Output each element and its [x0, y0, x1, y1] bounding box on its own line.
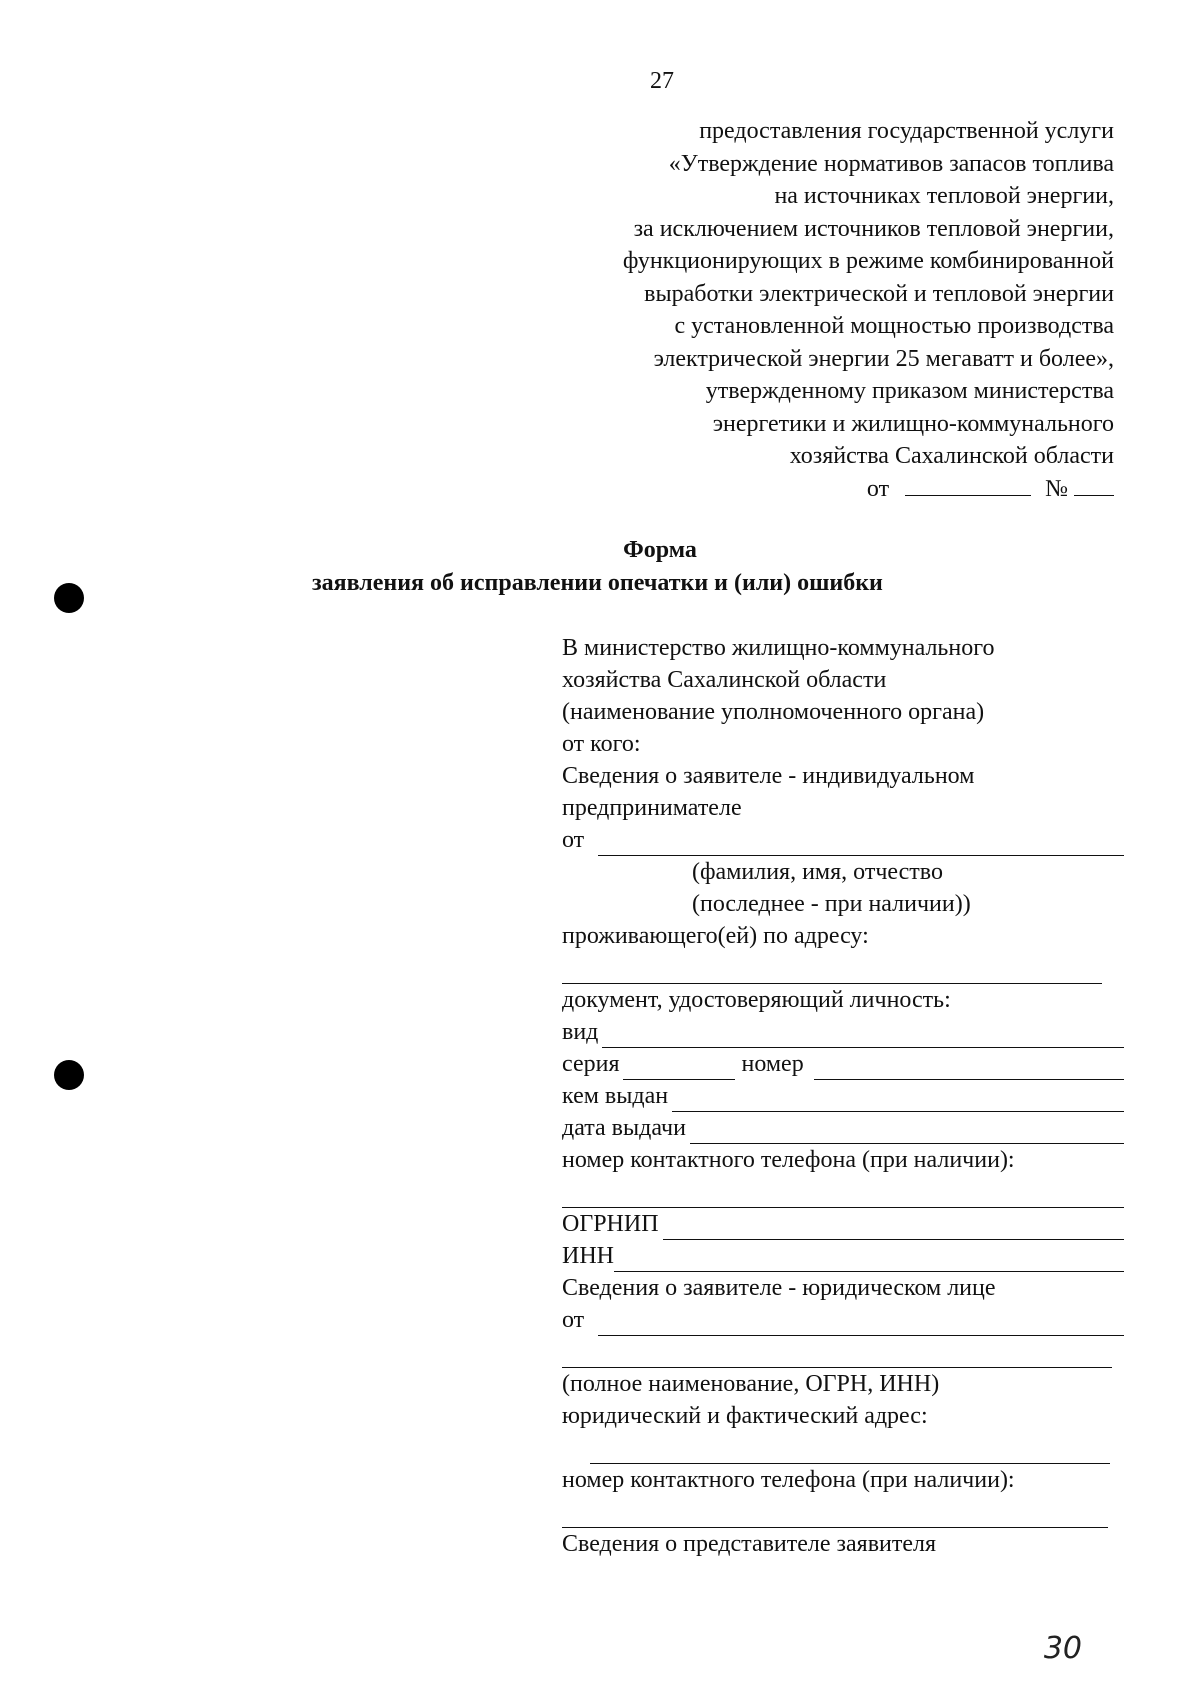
- addressee-line: предпринимателе: [562, 795, 742, 821]
- legal-address-field[interactable]: [590, 1439, 1110, 1464]
- legal-from-row: [562, 1304, 1124, 1336]
- handwritten-page-number: 30: [1043, 1631, 1082, 1666]
- order-date-line: [623, 473, 1114, 506]
- address-row: [562, 952, 1124, 984]
- phone-field[interactable]: [562, 1183, 1124, 1208]
- number-label: номер: [741, 1051, 804, 1077]
- applicant-name-field[interactable]: [598, 831, 1124, 856]
- from-label: от: [562, 827, 585, 853]
- addressee-line: от кого:: [562, 731, 641, 757]
- header-line: энергетики и жилищно-коммунального: [712, 410, 1114, 437]
- fio-hint: (последнее - при наличии)): [692, 891, 971, 917]
- series-label: серия: [562, 1051, 620, 1077]
- legal-entity-label: Сведения о заявителе - юридическом лице: [562, 1275, 996, 1301]
- doc-series-field[interactable]: [623, 1055, 735, 1080]
- applicant-form: [562, 632, 1124, 1560]
- header-line: за исключением источников тепловой энергии,: [633, 215, 1114, 242]
- legal-entity-extra-row: [562, 1336, 1124, 1368]
- issue-date-field[interactable]: [690, 1119, 1124, 1144]
- header-line: электрической энергии 25 мегаватт и более»,: [653, 345, 1114, 372]
- page-number: 27: [650, 68, 674, 94]
- form-subtitle: заявления об исправлении опечатки и (или) ошибки: [312, 570, 883, 596]
- header-line: на источниках тепловой энергии,: [774, 183, 1114, 209]
- legal-address-row: [562, 1432, 1124, 1464]
- phone-row-2: [562, 1496, 1124, 1528]
- series-number-row: [562, 1048, 1124, 1080]
- addressee-line: (наименование уполномоченного органа): [562, 699, 985, 725]
- issue-date-label: дата выдачи: [562, 1115, 686, 1141]
- issued-by-label: кем выдан: [562, 1083, 669, 1109]
- ogrnip-label: ОГРНИП: [562, 1211, 659, 1237]
- legal-address-label: юридический и фактический адрес:: [562, 1403, 928, 1429]
- issued-by-field[interactable]: [672, 1087, 1124, 1112]
- phone-row: [562, 1176, 1124, 1208]
- order-number-blank: [1074, 473, 1114, 496]
- doc-kind-field[interactable]: [602, 1023, 1124, 1048]
- fio-hint: (фамилия, имя, отчество: [692, 859, 943, 885]
- addressee-line: Сведения о заявителе - индивидуальном: [562, 763, 975, 789]
- id-doc-label: документ, удостоверяющий личность:: [562, 987, 951, 1013]
- addressee-line: В министерство жилищно-коммунального: [562, 635, 995, 661]
- ogrnip-row: [562, 1208, 1124, 1240]
- header-line: «Утверждение нормативов запасов топлива: [668, 150, 1114, 177]
- header-line: утвержденному приказом министерства: [705, 378, 1114, 404]
- legal-phone-field[interactable]: [562, 1503, 1108, 1528]
- phone-label: номер контактного телефона (при наличии):: [562, 1147, 1015, 1173]
- doc-number-field[interactable]: [814, 1055, 1124, 1080]
- issue-date-row: [562, 1112, 1124, 1144]
- header-line: предоставления государственной услуги: [699, 118, 1114, 144]
- punch-hole-bottom: [54, 1060, 84, 1090]
- header-line: выработки электрической и тепловой энергии: [644, 280, 1114, 307]
- kind-label: вид: [562, 1019, 599, 1045]
- order-date-blank: [905, 473, 1031, 496]
- legal-entity-name-field[interactable]: [598, 1311, 1124, 1336]
- kind-row: [562, 1016, 1124, 1048]
- inn-row: [562, 1240, 1124, 1272]
- addressee-line: хозяйства Сахалинской области: [562, 667, 887, 693]
- inn-label: ИНН: [562, 1243, 614, 1269]
- legal-entity-extra-field[interactable]: [562, 1343, 1112, 1368]
- from-row: [562, 824, 1124, 856]
- header-line: функционирующих в режиме комбинированной: [622, 248, 1114, 274]
- ogrnip-field[interactable]: [663, 1215, 1124, 1240]
- date-prefix: от: [866, 475, 890, 502]
- form-title: Форма: [623, 537, 697, 563]
- inn-field[interactable]: [614, 1247, 1124, 1272]
- approval-header: [623, 115, 1114, 505]
- phone-label-2: номер контактного телефона (при наличии):: [562, 1467, 1015, 1493]
- address-label: проживающего(ей) по адресу:: [562, 923, 869, 949]
- number-sign: №: [1045, 475, 1068, 502]
- header-line: с установленной мощностью производства: [674, 313, 1114, 339]
- issued-by-row: [562, 1080, 1124, 1112]
- representative-label: Сведения о представителе заявителя: [562, 1531, 937, 1557]
- from-label: от: [562, 1307, 585, 1333]
- address-field[interactable]: [562, 959, 1102, 984]
- header-line: хозяйства Сахалинской области: [789, 443, 1114, 469]
- legal-name-hint: (полное наименование, ОГРН, ИНН): [562, 1371, 940, 1397]
- punch-hole-top: [54, 583, 84, 613]
